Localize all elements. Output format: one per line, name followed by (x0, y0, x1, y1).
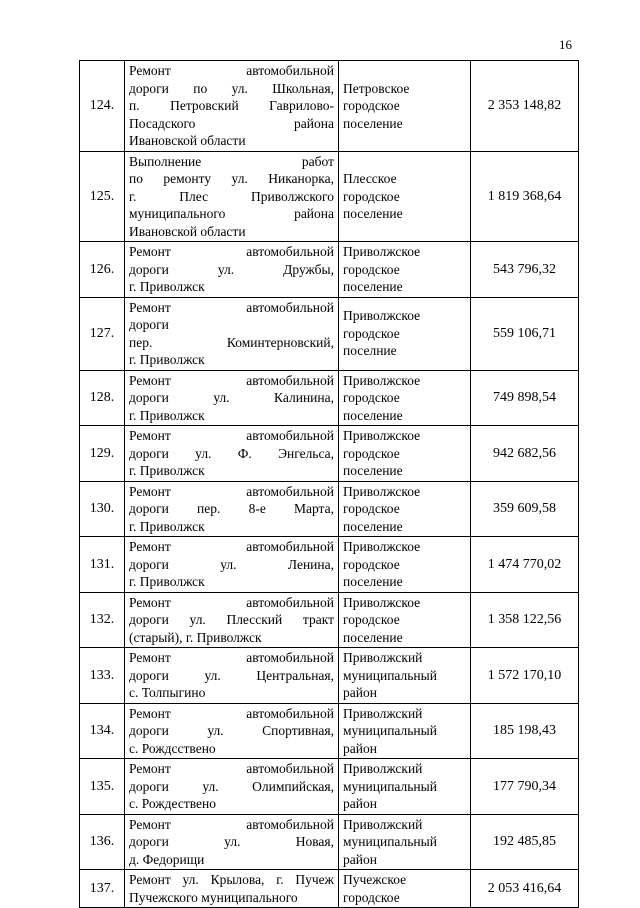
municipality-line: поселние (343, 343, 397, 359)
work-line: дороги пер. 8-е Марта, (129, 501, 334, 516)
municipality (339, 870, 471, 908)
row-number: 127. (80, 297, 125, 370)
municipality-line: городское (343, 889, 400, 905)
municipality-line: поселение (343, 463, 403, 478)
municipality-line: поселение (343, 407, 403, 423)
municipality (339, 537, 471, 593)
work-line: Ремонт автомобильной (129, 63, 334, 78)
amount: 1 819 368,64 (471, 151, 579, 242)
municipality-line: поселение (343, 279, 403, 294)
work-line: Ремонт автомобильной (129, 428, 334, 443)
row-number: 137. (80, 870, 125, 908)
municipality-line: городское (343, 556, 400, 572)
repair-table (79, 60, 579, 908)
municipality-line: район (343, 851, 377, 867)
page-number: 16 (559, 37, 572, 52)
work-line: дороги ул. Калинина, (129, 390, 334, 405)
municipality-line: Приволжское (343, 372, 421, 388)
municipality-line: Приволжское (343, 483, 421, 499)
work-description (125, 870, 339, 908)
table-row (80, 481, 579, 537)
work-line: Ремонт автомобильной (129, 483, 334, 499)
work-line: муниципального района (129, 206, 334, 221)
municipality-line: поселение (343, 115, 403, 131)
row-number: 125. (80, 151, 125, 242)
municipality-line: городское (343, 325, 400, 341)
municipality-line: Приволжское (343, 594, 421, 610)
work-line: д. Федорищи (129, 851, 205, 867)
amount: 559 106,71 (471, 297, 579, 370)
amount: 942 682,56 (471, 426, 579, 482)
amount: 1 358 122,56 (471, 592, 579, 648)
municipality-line: Приволжский (343, 816, 423, 832)
work-line: Ремонт автомобильной (129, 705, 334, 721)
work-description (125, 426, 339, 482)
work-description (125, 242, 339, 298)
table-row (80, 426, 579, 482)
work-line: г. Плес Приволжского (129, 188, 334, 204)
row-number: 134. (80, 703, 125, 759)
work-line: дороги ул. Плесский тракт (129, 612, 334, 627)
amount: 749 898,54 (471, 370, 579, 426)
row-number: 135. (80, 759, 125, 815)
municipality-line: Петровское (343, 80, 410, 96)
municipality (339, 370, 471, 426)
amount: 185 198,43 (471, 703, 579, 759)
municipality-line: поселение (343, 629, 403, 645)
work-line: г. Приволжск (129, 574, 205, 589)
municipality-line: Приволжское (343, 308, 421, 324)
work-description (125, 537, 339, 593)
work-line: Ремонт автомобильной (129, 761, 334, 776)
municipality-line: район (343, 740, 377, 756)
municipality (339, 151, 471, 242)
municipality (339, 242, 471, 298)
work-description (125, 759, 339, 815)
amount: 359 609,58 (471, 481, 579, 537)
municipality (339, 648, 471, 704)
work-line: дороги ул. Дружбы, (129, 261, 334, 277)
work-line: дороги ул. Новая, (129, 834, 334, 849)
table-row (80, 759, 579, 815)
municipality-line: Плесское (343, 171, 397, 186)
row-number: 128. (80, 370, 125, 426)
row-number: 129. (80, 426, 125, 482)
work-description (125, 481, 339, 537)
work-line: г. Приволжск (129, 352, 205, 367)
work-description (125, 703, 339, 759)
work-line: Ремонт автомобильной (129, 372, 334, 388)
work-line: (старый), г. Приволжск (129, 629, 262, 645)
work-line: п. Петровский Гаврилово- (129, 98, 334, 113)
municipality-line: район (343, 796, 377, 811)
amount: 1 572 170,10 (471, 648, 579, 704)
work-line: с. Рождсствено (129, 740, 216, 756)
work-line: по ремонту ул. Никанорка, (129, 171, 334, 186)
municipality (339, 703, 471, 759)
work-line: дороги ул. Ф. Энгельса, (129, 445, 334, 461)
work-line: г. Приволжск (129, 407, 205, 423)
municipality-line: Приволжский (343, 761, 423, 776)
work-line: дороги ул. Спортивная, (129, 723, 334, 738)
work-description (125, 151, 339, 242)
work-line: г. Приволжск (129, 518, 205, 534)
amount: 192 485,85 (471, 814, 579, 870)
municipality-line: Приволжское (343, 244, 421, 259)
municipality-line: городское (343, 445, 400, 461)
work-line: Пучежского муниципального (129, 889, 298, 905)
work-line: Ремонт автомобильной (129, 594, 334, 610)
municipality-line: муниципальный (343, 667, 437, 683)
work-line: Ремонт автомобильной (129, 539, 334, 554)
row-number: 130. (80, 481, 125, 537)
work-line: Ремонт автомобильной (129, 650, 334, 665)
municipality (339, 61, 471, 152)
row-number: 136. (80, 814, 125, 870)
work-line: Ивановской области (129, 223, 246, 239)
table-row (80, 648, 579, 704)
work-description (125, 370, 339, 426)
table-row (80, 370, 579, 426)
municipality-line: Приволжский (343, 650, 423, 665)
row-number: 124. (80, 61, 125, 152)
municipality-line: муниципальный (343, 834, 437, 849)
work-line: г. Приволжск (129, 463, 205, 478)
municipality-line: городское (343, 98, 400, 113)
municipality-line: городское (343, 390, 400, 405)
table-row (80, 703, 579, 759)
table-row (80, 61, 579, 152)
municipality-line: район (343, 685, 377, 700)
work-line: с. Толпыгино (129, 685, 206, 700)
work-description (125, 592, 339, 648)
work-line: Ремонт автомобильной (129, 244, 334, 259)
amount: 2 053 416,64 (471, 870, 579, 908)
municipality-line: городское (343, 261, 400, 277)
municipality-line: городское (343, 501, 400, 516)
work-line: пер. Коминтерновский, (129, 334, 334, 350)
municipality-line: поселение (343, 574, 403, 589)
work-line: с. Рождествено (129, 796, 217, 811)
work-description (125, 61, 339, 152)
row-number: 133. (80, 648, 125, 704)
table-row (80, 297, 579, 370)
municipality (339, 426, 471, 482)
municipality-line: Пучежское (343, 872, 407, 887)
municipality-line: Приволжский (343, 705, 423, 721)
work-line: дороги ул. Ленина, (129, 556, 334, 572)
amount: 2 353 148,82 (471, 61, 579, 152)
municipality (339, 814, 471, 870)
work-line: Выполнение работ (129, 153, 334, 169)
work-line: Ивановской области (129, 133, 246, 148)
work-line: Ремонт автомобильной (129, 299, 334, 315)
work-line: дороги по ул. Школьная, (129, 80, 334, 96)
table-row (80, 814, 579, 870)
table-row (80, 537, 579, 593)
row-number: 132. (80, 592, 125, 648)
municipality-line: поселение (343, 206, 403, 221)
municipality-line: поселение (343, 518, 403, 534)
work-line: Ремонт автомобильной (129, 816, 334, 832)
work-line: дороги ул. Центральная, (129, 667, 334, 683)
municipality-line: муниципальный (343, 778, 437, 794)
table-row (80, 151, 579, 242)
amount: 177 790,34 (471, 759, 579, 815)
row-number: 131. (80, 537, 125, 593)
work-description (125, 814, 339, 870)
municipality (339, 481, 471, 537)
table-row (80, 242, 579, 298)
municipality-line: Приволжское (343, 539, 421, 554)
work-description (125, 648, 339, 704)
work-line: дороги (129, 317, 169, 332)
table-row (80, 870, 579, 908)
work-description (125, 297, 339, 370)
municipality (339, 759, 471, 815)
municipality (339, 592, 471, 648)
municipality (339, 297, 471, 370)
amount: 543 796,32 (471, 242, 579, 298)
table-row (80, 592, 579, 648)
work-line: Ремонт ул. Крылова, г. Пучеж (129, 872, 334, 887)
amount: 1 474 770,02 (471, 537, 579, 593)
municipality-line: городское (343, 188, 400, 204)
municipality-line: муниципальный (343, 723, 437, 738)
work-line: г. Приволжск (129, 279, 205, 294)
municipality-line: Приволжское (343, 428, 421, 443)
municipality-line: городское (343, 612, 400, 627)
row-number: 126. (80, 242, 125, 298)
work-line: дороги ул. Олимпийская, (129, 778, 334, 794)
work-line: Посадского района (129, 115, 334, 131)
